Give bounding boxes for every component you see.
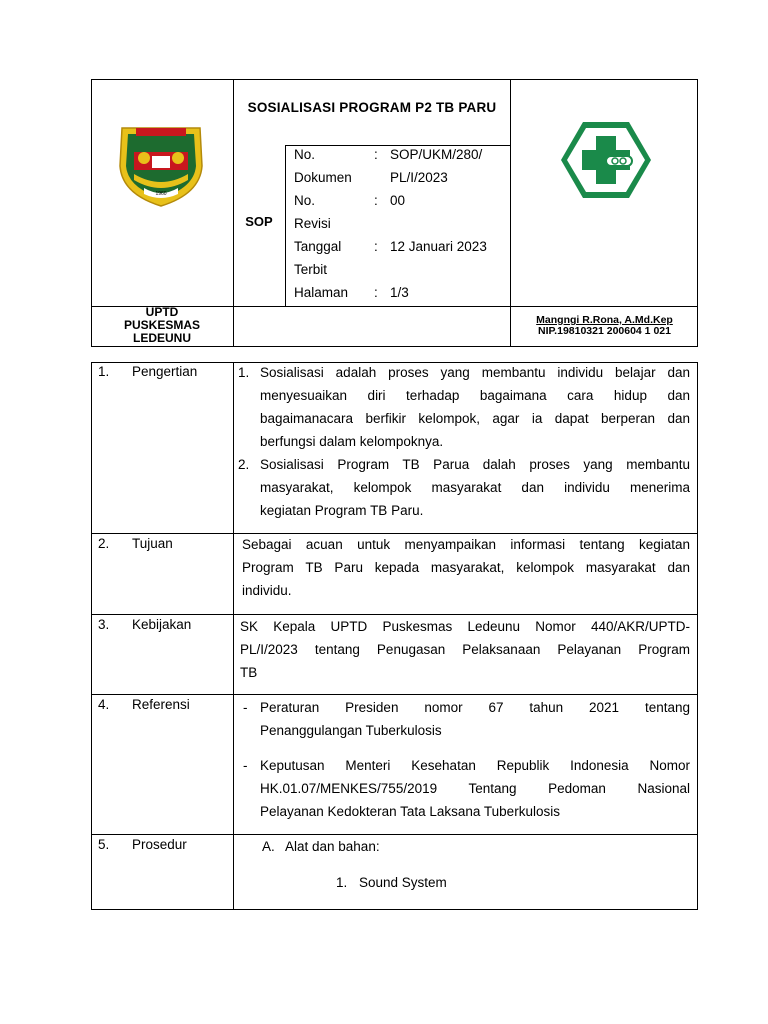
text-line: Sound System [359,875,447,890]
meta-sep: : [374,239,378,254]
text-line: HK.01.07/MENKES/755/2019 Tentang Pedoman Nasional [260,781,690,796]
meta-value: PL/I/2023 [390,170,448,185]
list-marker: A. [262,839,275,854]
meta-label: Revisi [294,216,331,231]
meta-sep: : [374,285,378,300]
text-line: kegiatan Program TB Paru. [260,503,424,518]
sop-label: SOP [245,214,273,229]
meta-label: No. [294,147,316,162]
text-line: SK Kepala UPTD Puskesmas Ledeunu Nomor 440/AKR/UPTD- [240,619,690,634]
section-number: 1. [98,364,110,379]
unit-name [92,306,232,345]
meta-label: Tanggal [294,239,342,254]
unit-line: LEDEUNU [132,331,191,345]
emblem-year-text: 1960 [155,191,167,197]
meta-label: Terbit [294,262,328,277]
section-title: Prosedur [132,837,187,852]
document-title: SOSIALISASI PROGRAM P2 TB PARU [247,100,497,115]
text-line: bagaimanacara berfikir kelompok, agar ia dapat berperan dan [260,411,690,426]
list-marker: - [243,758,248,773]
list-marker: 1. [336,875,348,890]
text-line: Peraturan Presiden nomor 67 tahun 2021 tentang [260,700,690,715]
signatory-name: Mangngi R.Rona, A.Md.Kep [536,314,673,326]
text-line: Keputusan Menteri Kesehatan Republik Indonesia Nomor [260,758,690,773]
section-title: Tujuan [132,536,173,551]
text-line: TB [240,665,258,680]
list-marker: - [243,700,248,715]
meta-sep: : [374,147,378,162]
text-line: Sebagai acuan untuk menyampaikan informasi tentang kegiatan [242,537,690,552]
text-line: berfungsi dalam kelompoknya. [260,434,444,449]
meta-value: 1/3 [390,285,409,300]
text-line: Penanggulangan Tuberkulosis [260,723,442,738]
list-marker: 2. [238,457,250,472]
meta-label: Halaman [294,285,349,300]
text-line: Pelayanan Kedokteran Tata Laksana Tuberkulosis [260,804,560,819]
text-line: masyarakat, kelompok masyarakat dan individu menerima [260,480,690,495]
text-line: Sosialisasi adalah proses yang membantu individu belajar dan [260,365,690,380]
regional-emblem-logo [114,118,208,208]
unit-line: UPTD [145,305,179,319]
text-line: Alat dan bahan: [285,839,380,854]
puskesmas-logo [560,120,652,200]
text-line: PL/I/2023 tentang Penugasan Pelaksanaan Pelayanan Program [240,642,690,657]
section-title: Pengertian [132,364,198,379]
section-number: 4. [98,697,110,712]
section-title: Kebijakan [132,617,192,632]
section-number: 5. [98,837,110,852]
section-number: 3. [98,617,110,632]
section-number: 2. [98,536,110,551]
meta-value: 00 [390,193,406,208]
signatory-block [512,315,697,337]
meta-label: No. [294,193,316,208]
meta-label: Dokumen [294,170,352,185]
meta-value: SOP/UKM/280/ [390,147,483,162]
meta-value: 12 Januari 2023 [390,239,487,254]
meta-sep: : [374,193,378,208]
text-line: Program TB Paru kepada masyarakat, kelompok masyarakat dan [242,560,690,575]
text-line: individu. [242,583,292,598]
text-line: menyesuaikan diri terhadap bagaimana cara hidup dan [260,388,690,403]
unit-line: PUSKESMAS [123,318,200,332]
section-title: Referensi [132,697,190,712]
signatory-nip: NIP.19810321 200604 1 021 [538,325,671,337]
text-line: Sosialisasi Program TB Parua dalah proses yang membantu [260,457,690,472]
list-marker: 1. [238,365,250,380]
